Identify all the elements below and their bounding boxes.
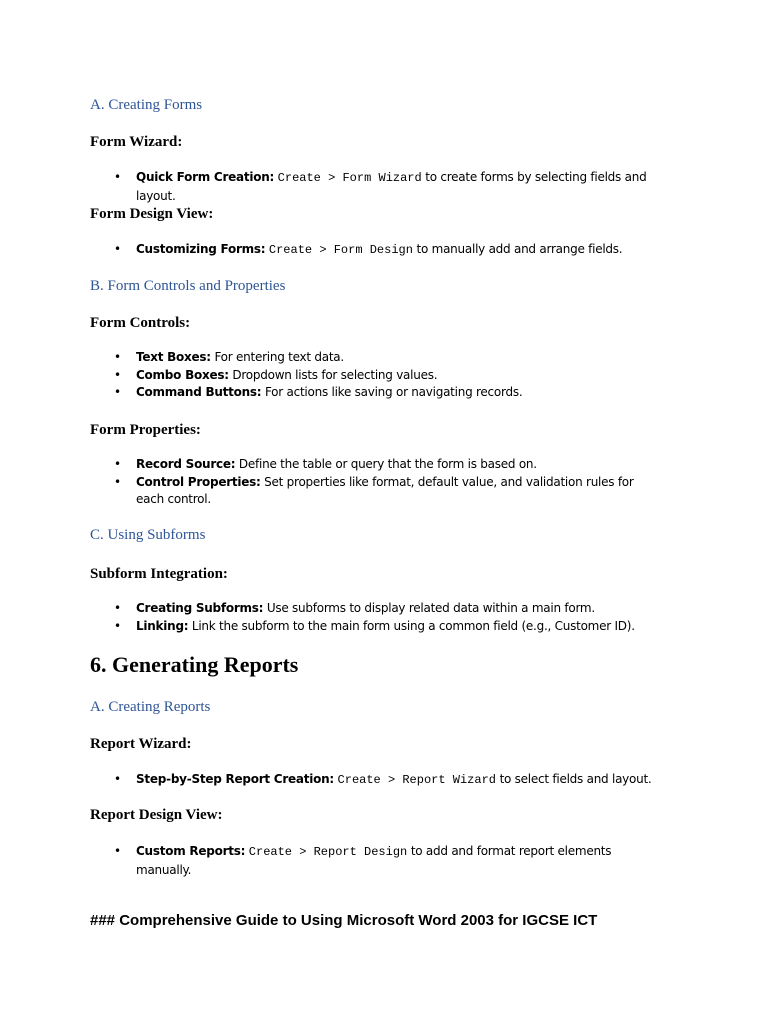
- menu-path: Create > Report Design: [248, 845, 408, 859]
- subheading-report-design-view: Report Design View:: [90, 807, 223, 823]
- item-label: Customizing Forms:: [136, 242, 266, 256]
- subheading-report-wizard: Report Wizard:: [90, 736, 192, 752]
- form-properties-list: [90, 456, 660, 509]
- list-item: [90, 843, 660, 879]
- item-text: Use subforms to display related data within a main form.: [266, 601, 595, 615]
- item-text: to create forms by selecting fields and layout.: [136, 170, 647, 203]
- item-label: Text Boxes:: [136, 350, 211, 364]
- subheading-form-properties: Form Properties:: [90, 422, 201, 438]
- item-text: For entering text data.: [214, 350, 344, 364]
- item-text: to add and format report elements manually.: [136, 844, 612, 877]
- bullet-icon: •: [114, 367, 121, 382]
- form-wizard-list: [90, 169, 660, 205]
- bullet-icon: •: [114, 474, 121, 489]
- list-item: [90, 618, 660, 636]
- menu-path: Create > Form Wizard: [277, 171, 422, 185]
- subform-list: [90, 600, 660, 635]
- item-label: Custom Reports:: [136, 844, 246, 858]
- list-item: [90, 384, 660, 402]
- menu-path: Create > Form Design: [268, 243, 413, 257]
- bullet-icon: •: [114, 385, 121, 399]
- item-text: For actions like saving or navigating records.: [264, 385, 523, 399]
- list-item: [90, 169, 660, 205]
- list-item: [90, 349, 660, 367]
- form-design-list: [90, 241, 660, 260]
- item-text: Define the table or query that the form is based on.: [238, 457, 537, 471]
- report-wizard-list: [90, 771, 660, 790]
- list-item: [90, 771, 660, 790]
- item-text: to manually add and arrange fields.: [416, 242, 623, 256]
- bullet-icon: •: [114, 350, 121, 364]
- item-label: Combo Boxes:: [136, 367, 229, 382]
- form-controls-list: [90, 349, 660, 402]
- heading-generating-reports: 6. Generating Reports: [90, 652, 299, 677]
- item-label: Record Source:: [136, 457, 236, 471]
- item-text: Dropdown lists for selecting values.: [232, 367, 438, 382]
- menu-path: Create > Report Wizard: [337, 773, 496, 787]
- item-label: Control Properties:: [136, 474, 261, 489]
- item-text: Link the subform to the main form using a common field (e.g., Customer ID).: [191, 618, 635, 633]
- list-item: [90, 474, 660, 509]
- report-design-list: [90, 843, 660, 879]
- list-item: [90, 241, 660, 260]
- word-guide-heading: ### Comprehensive Guide to Using Microsoft Word 2003 for IGCSE ICT: [90, 912, 598, 929]
- list-item: [90, 600, 660, 618]
- item-label: Command Buttons:: [136, 385, 262, 399]
- bullet-icon: •: [114, 844, 121, 858]
- item-text: to select fields and layout.: [499, 772, 652, 786]
- list-item: [90, 367, 660, 385]
- section-heading-creating-reports: A. Creating Reports: [90, 699, 211, 715]
- bullet-icon: •: [114, 242, 121, 256]
- item-label: Creating Subforms:: [136, 601, 264, 615]
- list-item: [90, 456, 660, 474]
- bullet-icon: •: [114, 457, 121, 471]
- item-text: Set properties like format, default value, and validation rules for each control.: [136, 474, 634, 506]
- section-heading-using-subforms: C. Using Subforms: [90, 527, 206, 543]
- subheading-form-design-view: Form Design View:: [90, 206, 214, 222]
- bullet-icon: •: [114, 772, 121, 786]
- item-label: Linking:: [136, 618, 189, 633]
- bullet-icon: •: [114, 170, 121, 184]
- subheading-subform-integration: Subform Integration:: [90, 566, 228, 582]
- item-label: Quick Form Creation:: [136, 170, 275, 184]
- subheading-form-wizard: Form Wizard:: [90, 134, 183, 150]
- section-heading-form-controls-properties: B. Form Controls and Properties: [90, 278, 286, 294]
- bullet-icon: •: [114, 601, 121, 615]
- bullet-icon: •: [114, 618, 121, 633]
- section-heading-creating-forms: A. Creating Forms: [90, 97, 203, 113]
- item-label: Step-by-Step Report Creation:: [136, 772, 334, 786]
- subheading-form-controls: Form Controls:: [90, 315, 191, 331]
